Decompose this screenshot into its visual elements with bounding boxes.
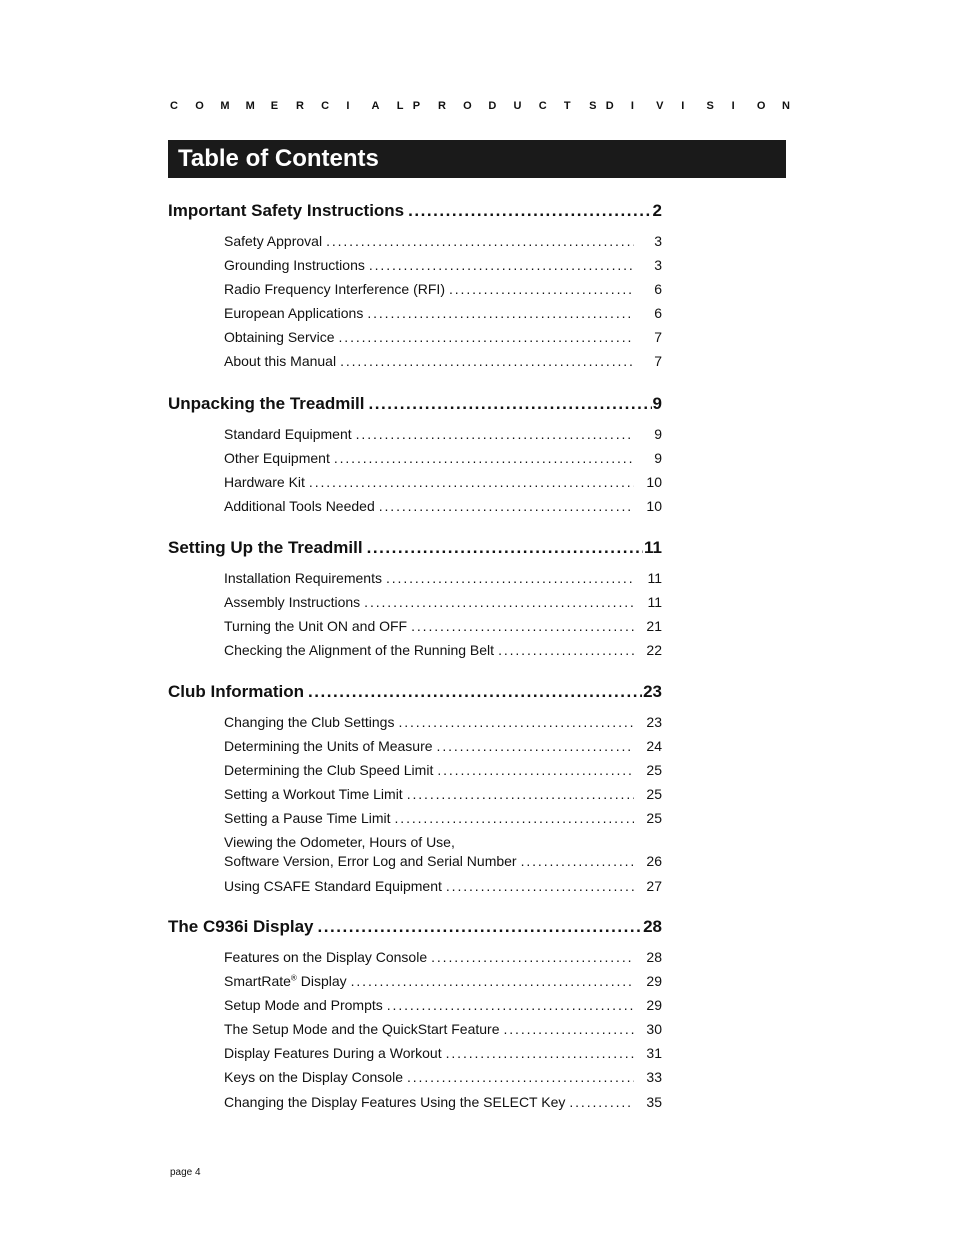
entry-row: [224, 1069, 662, 1093]
section-items: [224, 714, 662, 902]
dot-leader: [446, 878, 634, 894]
entry-row: [224, 329, 662, 353]
entry-page: 21: [646, 618, 662, 635]
entry-label: Using CSAFE Standard Equipment: [224, 877, 442, 894]
entry-label: Setup Mode and Prompts: [224, 997, 383, 1014]
section-items: [224, 233, 662, 378]
dot-leader: [449, 281, 634, 297]
toc-entry: [224, 594, 662, 618]
dot-leader: [334, 450, 634, 466]
header-word: D I V I S I O N: [605, 100, 790, 112]
entry-row: [224, 810, 662, 834]
entry-page: 3: [654, 257, 662, 274]
entry-label: Other Equipment: [224, 450, 330, 467]
entry-label: Assembly Instructions: [224, 594, 361, 611]
entry-page: 7: [654, 353, 662, 370]
entry-row: [224, 305, 662, 329]
entry-row: [224, 997, 662, 1021]
toc-entry: [224, 1045, 662, 1069]
toc-entry: [224, 878, 662, 902]
toc-entry: [224, 498, 662, 522]
entry-row: [224, 570, 662, 594]
entry-row: [224, 853, 662, 877]
dot-leader: [339, 329, 634, 345]
entry-label: Changing the Club Settings: [224, 714, 395, 730]
entry-page: 10: [646, 498, 662, 515]
entry-label: Obtaining Service: [224, 329, 335, 346]
dot-leader: [498, 642, 634, 658]
section-page: 2: [652, 201, 662, 220]
dot-leader: [431, 949, 634, 965]
entry-label: Standard Equipment: [224, 426, 352, 442]
dot-leader: [318, 917, 643, 937]
entry-row: [224, 642, 662, 666]
entry-label: Software Version, Error Log and Serial Number: [224, 853, 517, 870]
entry-page: 29: [646, 997, 662, 1014]
toc-entry: [224, 305, 662, 329]
toc-entry: [224, 570, 662, 594]
section-title: Setting Up the Treadmill: [168, 538, 363, 557]
dot-leader: [340, 353, 634, 369]
entry-page: 11: [647, 570, 662, 586]
entry-row: [224, 450, 662, 474]
section-page: 23: [643, 682, 662, 701]
entry-page: 30: [646, 1021, 662, 1038]
section-title: Club Information: [168, 682, 304, 701]
toc-entry: [224, 973, 662, 997]
entry-page: 33: [646, 1069, 662, 1086]
dot-leader: [386, 570, 634, 586]
entry-page: 23: [646, 714, 662, 730]
entry-label: SmartRate® Display: [224, 973, 347, 990]
section-heading: [168, 538, 662, 562]
entry-row: [224, 618, 662, 642]
entry-row: [224, 233, 662, 257]
dot-leader: [411, 618, 634, 634]
entry-label: Grounding Instructions: [224, 257, 365, 274]
entry-label: Display Features During a Workout: [224, 1045, 442, 1062]
entry-row: [224, 426, 662, 450]
toc-entry: [224, 353, 662, 377]
dot-leader: [309, 474, 634, 490]
dot-leader: [387, 997, 634, 1013]
entry-label: Turning the Unit ON and OFF: [224, 618, 408, 635]
dot-leader: [367, 305, 634, 321]
entry-label: European Applications: [224, 305, 364, 322]
entry-page: 9: [654, 426, 662, 442]
toc-entry: [224, 426, 662, 450]
dot-leader: [437, 738, 634, 754]
entry-label: The Setup Mode and the QuickStart Feature: [224, 1021, 500, 1038]
dot-leader: [308, 682, 642, 702]
entry-page: 11: [647, 594, 662, 611]
dot-leader: [407, 786, 634, 802]
toc-entry: [224, 762, 662, 786]
toc-entry: [224, 1021, 662, 1045]
toc-entry: [224, 233, 662, 257]
entry-label: Safety Approval: [224, 233, 323, 249]
toc-entry: [224, 949, 662, 973]
entry-page: 25: [646, 786, 662, 803]
entry-label: Checking the Alignment of the Running Belt: [224, 642, 495, 659]
dot-leader: [437, 762, 634, 778]
section-heading: [168, 394, 662, 418]
entry-row: [224, 594, 662, 618]
section-page: 11: [644, 538, 662, 557]
section-title: The C936i Display: [168, 917, 314, 936]
entry-row: [224, 1094, 662, 1118]
entry-page: 6: [654, 305, 662, 322]
toc-section: [168, 538, 662, 666]
entry-label: Setting a Pause Time Limit: [224, 810, 391, 827]
entry-label: Determining the Club Speed Limit: [224, 762, 434, 779]
section-page: 9: [652, 394, 662, 413]
dot-leader: [504, 1021, 635, 1037]
entry-page: 3: [654, 233, 662, 249]
entry-label: Setting a Workout Time Limit: [224, 786, 403, 803]
toc-entry: [224, 997, 662, 1021]
dot-leader: [364, 594, 634, 610]
entry-row: [224, 498, 662, 522]
dot-leader: [407, 1069, 634, 1085]
entry-label: Determining the Units of Measure: [224, 738, 433, 755]
toc-entry: [224, 786, 662, 810]
entry-label: Additional Tools Needed: [224, 498, 375, 515]
entry-label-line: Viewing the Odometer, Hours of Use,: [224, 834, 455, 851]
dot-leader: [408, 201, 651, 221]
dot-leader: [367, 538, 643, 558]
toc-entry: [224, 738, 662, 762]
entry-page: 25: [646, 762, 662, 779]
toc-section: [168, 682, 662, 902]
dot-leader: [521, 853, 634, 869]
entry-row: [224, 1045, 662, 1069]
toc-entry: [224, 450, 662, 474]
dot-leader: [398, 714, 634, 730]
division-header: [170, 100, 790, 112]
page-title: [168, 140, 786, 178]
toc-entry: [224, 834, 662, 877]
dot-leader: [351, 973, 634, 989]
toc-section: [168, 201, 662, 378]
entry-page: 10: [646, 474, 662, 491]
toc-entry: [224, 329, 662, 353]
toc-entry: [224, 810, 662, 834]
entry-page: 27: [646, 877, 662, 894]
entry-label: About this Manual: [224, 353, 337, 370]
section-page: 28: [643, 917, 662, 936]
entry-label: Features on the Display Console: [224, 949, 428, 965]
section-items: [224, 570, 662, 666]
section-items: [224, 949, 662, 1118]
entry-label: Installation Requirements: [224, 570, 382, 586]
dot-leader: [326, 233, 634, 249]
entry-page: 31: [646, 1045, 662, 1062]
section-title: Unpacking the Treadmill: [168, 394, 365, 413]
toc-entry: [224, 618, 662, 642]
entry-page: 26: [646, 853, 662, 870]
toc-entry: [224, 714, 662, 738]
toc-section: [168, 394, 662, 522]
entry-row: [224, 973, 662, 997]
entry-page: 24: [646, 738, 662, 755]
section-heading: [168, 201, 662, 225]
entry-label: Hardware Kit: [224, 474, 305, 491]
page-number: page 4: [170, 1167, 201, 1178]
toc-section: [168, 917, 662, 1118]
entry-page: 35: [646, 1093, 662, 1110]
entry-label: Changing the Display Features Using the SELECT Key: [224, 1093, 566, 1110]
section-title: Important Safety Instructions: [168, 201, 405, 220]
entry-row: [224, 878, 662, 902]
section-heading: [168, 682, 662, 706]
registered-mark: ®: [290, 973, 297, 983]
dot-leader: [569, 1094, 634, 1110]
toc-entry: [224, 281, 662, 305]
dot-leader: [356, 426, 634, 442]
entry-row: [224, 281, 662, 305]
section-items: [224, 426, 662, 522]
dot-leader: [395, 810, 634, 826]
entry-row: [224, 1021, 662, 1045]
header-word: C O M M E R C I A L: [170, 100, 404, 112]
toc-entry: [224, 474, 662, 498]
entry-page: 29: [646, 973, 662, 990]
entry-page: 9: [654, 450, 662, 467]
entry-page: 7: [654, 329, 662, 346]
entry-page: 6: [654, 281, 662, 298]
toc-entry: [224, 257, 662, 281]
dot-leader: [379, 498, 634, 514]
entry-page: 25: [646, 810, 662, 827]
entry-row: [224, 949, 662, 973]
entry-row: [224, 257, 662, 281]
entry-row: [224, 738, 662, 762]
entry-row: [224, 353, 662, 377]
dot-leader: [446, 1045, 634, 1061]
entry-row: [224, 714, 662, 738]
toc-entry: [224, 642, 662, 666]
page-title-text: Table of Contents: [178, 145, 379, 172]
toc-entry: [224, 1069, 662, 1093]
entry-label: Keys on the Display Console: [224, 1069, 403, 1086]
section-heading: [168, 917, 662, 941]
entry-row: [224, 762, 662, 786]
header-word: P R O D U C T S: [412, 100, 597, 112]
entry-label: Radio Frequency Interference (RFI): [224, 281, 445, 298]
entry-row: [224, 786, 662, 810]
entry-page: 22: [646, 642, 662, 659]
entry-row: [224, 474, 662, 498]
dot-leader: [369, 394, 652, 414]
toc-entry: [224, 1094, 662, 1118]
entry-page: 28: [646, 949, 662, 965]
dot-leader: [369, 257, 634, 273]
